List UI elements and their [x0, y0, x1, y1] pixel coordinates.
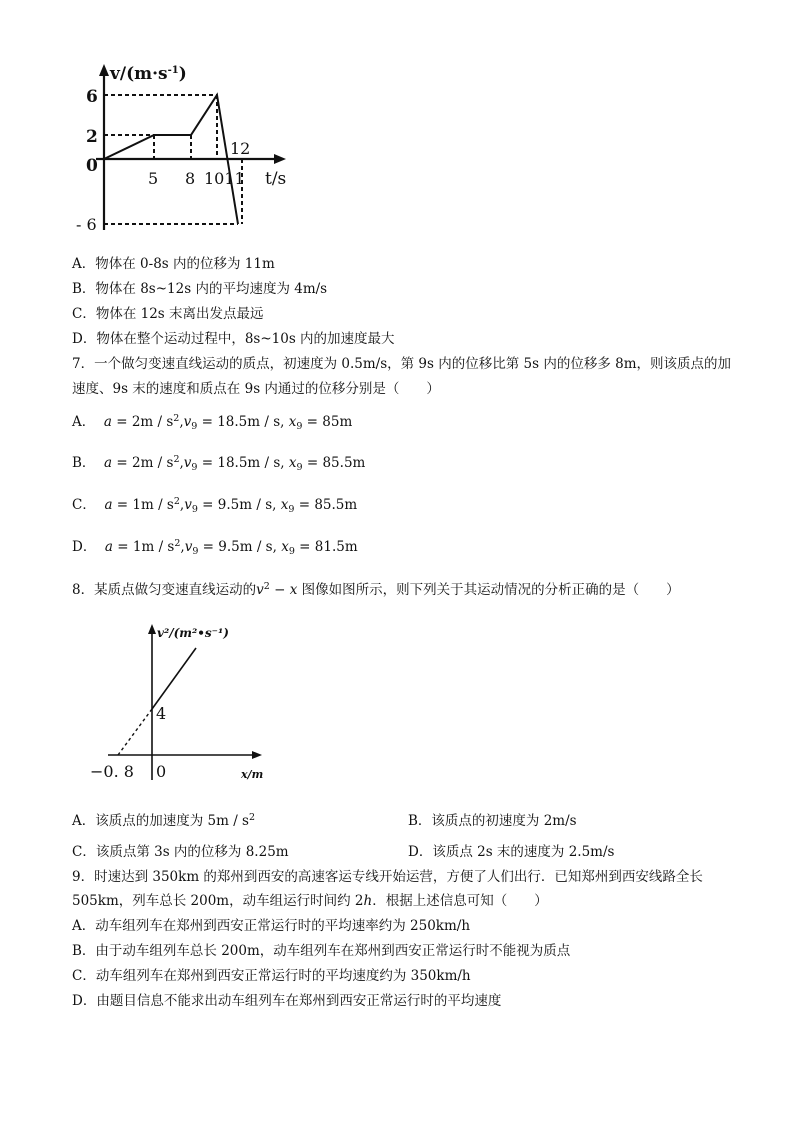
q7-stem-line2: 速度、9s 末的速度和质点在 9s 内通过的位移分别是（ ）	[72, 381, 440, 397]
v2x-origin-label: 0	[156, 762, 167, 781]
v2x-x-label: x/m	[241, 768, 264, 781]
q9-option-b: B．由于动车组列车总长 200m，动车组列车在郑州到西安正常运行时不能视为质点	[72, 943, 571, 959]
v2x-intercept-label: 4	[156, 704, 167, 723]
vt-ytick-6: 6	[86, 87, 98, 107]
vt-xtick-5: 5	[148, 169, 159, 188]
vt-x-label: t/s	[265, 169, 287, 189]
vt-x-arrow	[274, 154, 286, 164]
v2x-neg-label: −0. 8	[90, 762, 134, 781]
vt-y-arrow	[99, 64, 109, 76]
v2x-y-arrow	[148, 624, 156, 634]
q9-stem-line2: 505km，列车总长 200m，动车组运行时间约 2h．根据上述信息可知（ ）	[72, 893, 548, 909]
q8-option-b: B．该质点的初速度为 2m/s	[408, 813, 577, 829]
q7-option-d: D． $a = 1m / s^2,v_9 = 9.5m / s$, $x_9 = 81.5m$	[72, 538, 358, 557]
q9-option-c: C．动车组列车在郑州到西安正常运行时的平均速度约为 350km/h	[72, 968, 471, 984]
q9-stem-line1: 9．时速达到 350km 的郑州到西安的高速客运专线开始运营，方便了人们出行．已知郑州到西安线路全长	[72, 869, 703, 885]
q7-option-b: B． $a = 2m / s^2,v_9 = 18.5m / s$, $x_9 = 85.5m$	[72, 454, 366, 473]
vt-xtick-12: 12	[230, 139, 251, 158]
vt-graph	[76, 60, 380, 240]
q7-option-c: C． $a = 1m / s^2,v_9 = 9.5m / s$, $x_9 = 85.5m$	[72, 496, 358, 515]
q7-stem-line1: 7．一个做匀变速直线运动的质点，初速度为 0.5m/s，第 9s 内的位移比第 5s 内的位移多 8m，则该质点的加	[72, 356, 732, 372]
q6-option-d: D．物体在整个运动过程中，8s~10s 内的加速度最大	[72, 331, 395, 347]
vt-xtick-8: 8	[185, 169, 196, 188]
v2x-graph	[88, 618, 288, 788]
q9-option-a: A．动车组列车在郑州到西安正常运行时的平均速率约为 250km/h	[72, 918, 471, 934]
q8-option-c: C．该质点第 3s 内的位移为 8.25m	[72, 844, 289, 860]
vt-ytick-2: 2	[86, 127, 98, 147]
vt-xtick-1011: 1011	[204, 169, 245, 188]
vt-ytick-0: 0	[86, 156, 98, 176]
q8-stem: 8．某质点做匀变速直线运动的$v^2 - x$ 图像如图所示，则下列关于其运动情况的分析正确的是（ ）	[72, 581, 680, 598]
q6-option-c: C．物体在 12s 末离出发点最远	[72, 306, 264, 322]
v2x-y-label: v²/(m²•s⁻¹)	[157, 626, 229, 640]
vt-y-label: $v/(m\cdot s^{-1})$	[110, 64, 187, 84]
q8-option-d: D．该质点 2s 末的速度为 2.5m/s	[408, 844, 615, 860]
q7-option-a: A． $a = 2m / s^2,v_9 = 18.5m / s$, $x_9 = 85m$	[72, 413, 353, 432]
v2x-extrapolation	[118, 709, 152, 755]
q9-option-d: D．由题目信息不能求出动车组列车在郑州到西安正常运行时的平均速度	[72, 993, 502, 1009]
v2x-line	[152, 648, 196, 709]
q8-option-a: A．该质点的加速度为 $5m / s^2$	[72, 812, 256, 829]
vt-ytick-neg6: - 6	[76, 215, 97, 234]
q6-option-a: A．物体在 0-8s 内的位移为 11m	[72, 256, 275, 272]
v2x-x-arrow	[252, 751, 262, 759]
q6-option-b: B．物体在 8s~12s 内的平均速度为 4m/s	[72, 281, 328, 297]
